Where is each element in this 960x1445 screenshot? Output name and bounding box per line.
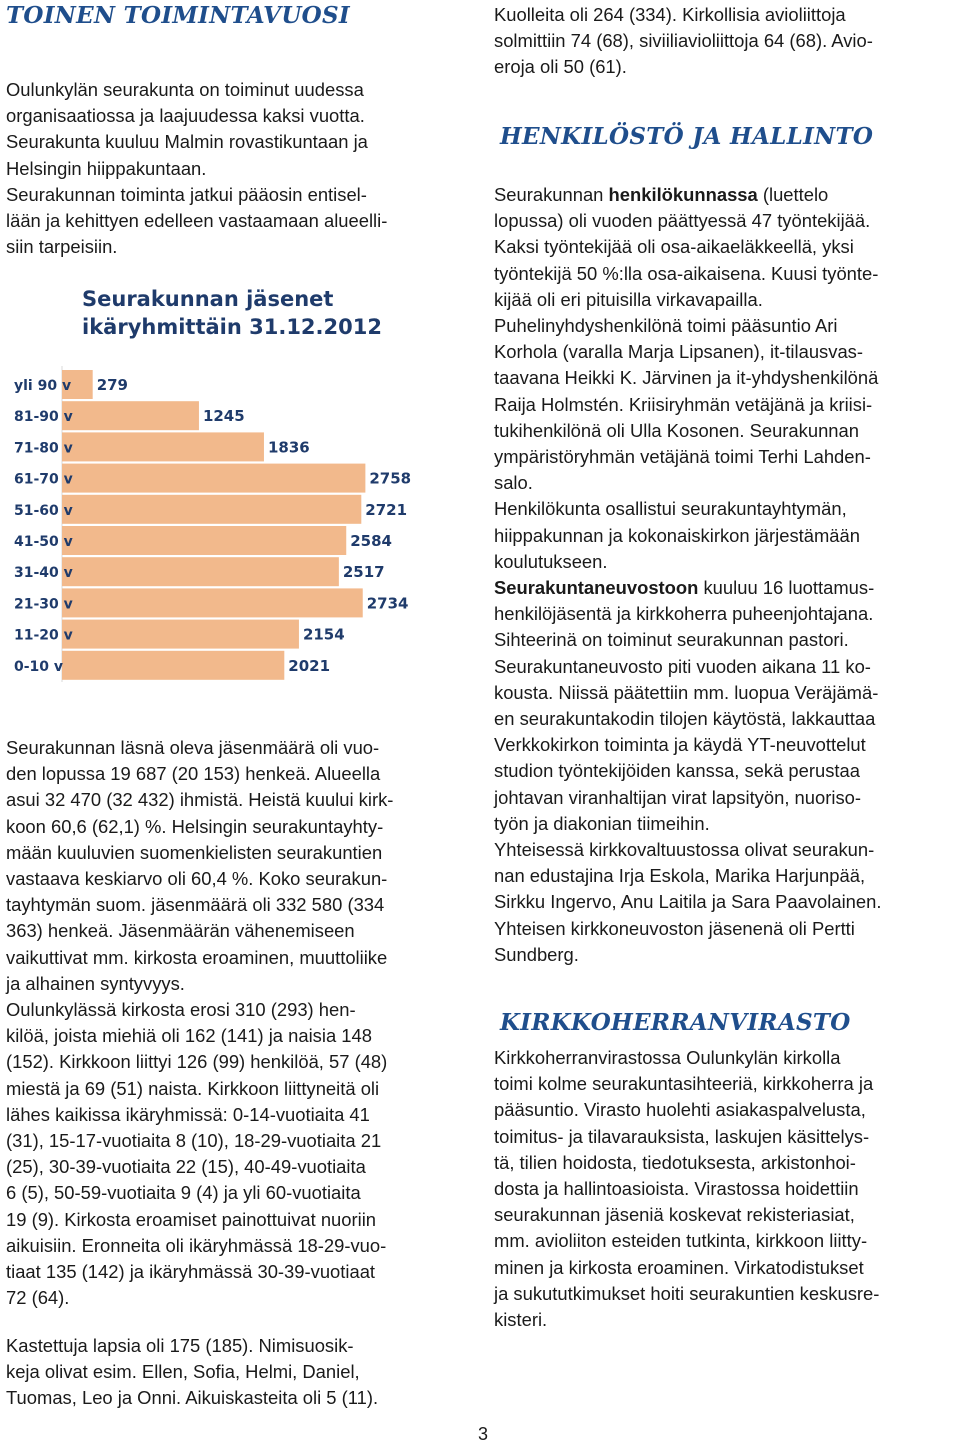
council-line: en seurakuntakodin tilojen käytöstä, lakkauttaa xyxy=(494,708,876,730)
deaths-line: Kuolleita oli 264 (334). Kirkollisia avioliittoja xyxy=(494,4,846,25)
chart-category-label: 61-70 v xyxy=(14,471,73,488)
chart-bar xyxy=(62,620,299,649)
intro-paragraph xyxy=(6,77,458,260)
office-line: seurakunnan jäseniä koskevat rekisteriasiat, xyxy=(494,1204,855,1226)
chart-bar xyxy=(62,432,264,461)
council-line: työn ja diakonian tiimeihin. xyxy=(494,812,710,834)
section-heading-henkilosto: HENKILÖSTÖ JA HALLINTO xyxy=(500,123,874,150)
intro-line: Oulunkylän seurakunta on toiminut uudessa xyxy=(6,79,364,100)
intro-line: Seurakunta kuuluu Malmin rovastikuntaan ja xyxy=(6,131,368,153)
intro-line: organisaatiossa ja laajuudessa kaksi vuotta. xyxy=(6,105,365,127)
staff-line-bold: henkilökunnassa xyxy=(608,184,758,205)
baptism-paragraph xyxy=(6,1333,458,1412)
office-line: tä, tilien hoidosta, tiedotuksesta, arkistonhoi- xyxy=(494,1151,856,1173)
members-paragraph xyxy=(6,735,458,1311)
council-line: Sihteerinä on toiminut seurakunnan pastori. xyxy=(494,629,849,651)
council-line-text: kuuluu 16 luottamus- xyxy=(698,577,875,599)
chart-bar xyxy=(62,495,361,524)
council-line: Yhteisen kirkkoneuvoston jäsenenä oli Pertti xyxy=(494,917,855,939)
office-line: dosta ja hallintoasioista. Virastossa hoidettiin xyxy=(494,1178,859,1200)
staff-line: taavana Heikki K. Järvinen ja it-yhdyshenkilönä xyxy=(494,367,879,389)
members-line: 6 (5), 50-59-vuotiaita 9 (4) ja yli 60-vuotiaita xyxy=(6,1182,361,1204)
council-line xyxy=(494,575,956,601)
members-line: den lopussa 19 687 (20 153) henkeä. Alueella xyxy=(6,763,381,785)
chart-category-label: 11-20 v xyxy=(14,627,73,644)
council-line: Sirkku Ingervo, Anu Laitila ja Sara Paavolainen. xyxy=(494,891,882,913)
staff-line xyxy=(494,182,956,208)
members-line: aikuisiin. Eronneita oli ikäryhmässä 18-29-vuo- xyxy=(6,1234,387,1256)
council-line: nan edustajina Irja Eskola, Marika Harjunpää, xyxy=(494,865,866,887)
members-line: Oulunkylässä kirkosta erosi 310 (293) hen- xyxy=(6,999,356,1021)
chart-data-label: 2154 xyxy=(302,625,345,644)
chart-category-label: 81-90 v xyxy=(14,409,73,426)
chart-bar xyxy=(62,401,199,430)
office-line: Kirkkoherranvirastossa Oulunkylän kirkolla xyxy=(494,1047,841,1068)
office-line: minen ja kirkosta eroaminen. Virkatodistukset xyxy=(494,1256,864,1278)
office-paragraph xyxy=(494,1045,956,1333)
members-line: (31), 15-17-vuotiaita 8 (10), 18-29-vuotiaita 21 xyxy=(6,1130,382,1152)
section-heading-toinen-toimintavuosi: TOINEN TOIMINTAVUOSI xyxy=(6,2,350,29)
chart-category-label: 0-10 v xyxy=(14,658,64,675)
members-line: vaikuttivat mm. kirkosta eroaminen, muuttoliike xyxy=(6,946,388,968)
staff-paragraph xyxy=(494,182,956,968)
members-line: tayhtymän suom. jäsenmäärä oli 332 580 (334 xyxy=(6,894,385,916)
members-age-chart-svg xyxy=(10,282,420,682)
members-line: Seurakunnan läsnä oleva jäsenmäärä oli vuo- xyxy=(6,737,380,758)
council-line: Sundberg. xyxy=(494,943,579,965)
members-line: asui 32 470 (32 432) ihmistä. Heistä kuului kirk- xyxy=(6,789,394,811)
staff-line: Henkilökunta osallistui seurakuntayhtymän, xyxy=(494,498,847,520)
chart-bar xyxy=(62,588,363,617)
deaths-line: solmittiin 74 (68), siviiliavioliittoja 64 (68). Avio- xyxy=(494,30,873,52)
staff-line: hiippakunnan ja kokonaiskirkon järjestämään xyxy=(494,524,860,546)
chart-data-label: 2517 xyxy=(342,563,385,582)
members-line: koon 60,6 (62,1) %. Helsingin seurakuntayhty- xyxy=(6,815,384,837)
chart-bar xyxy=(62,651,284,680)
baptism-line: Kastettuja lapsia oli 175 (185). Nimisuosik- xyxy=(6,1335,354,1356)
chart-title-line: ikäryhmittäin 31.12.2012 xyxy=(82,315,382,339)
chart-category-label: 41-50 v xyxy=(14,534,73,550)
council-line-bold: Seurakuntaneuvostoon xyxy=(494,577,699,599)
members-line: miestä ja 69 (51) naista. Kirkkoon liittyneitä oli xyxy=(6,1077,380,1099)
intro-line: Helsingin hiippakuntaan. xyxy=(6,157,207,179)
chart-category-label: 51-60 v xyxy=(14,502,73,519)
members-line: 363) henkeä. Jäsenmäärän vähenemiseen xyxy=(6,920,355,942)
office-line: toimitus- ja tilavarauksista, laskujen käsittelys- xyxy=(494,1125,870,1147)
members-line: kilöä, joista miehiä oli 162 (141) ja naisia 148 xyxy=(6,1025,372,1047)
office-line: ja sukututkimukset hoiti seurakuntien keskusre- xyxy=(494,1282,880,1304)
baptism-line: keja olivat esim. Ellen, Sofia, Helmi, Daniel, xyxy=(6,1361,360,1383)
chart-marks xyxy=(14,366,411,682)
council-line: Yhteisessä kirkkovaltuustossa olivat seurakun- xyxy=(494,839,875,861)
council-line: Seurakuntaneuvosto piti vuoden aikana 11 ko- xyxy=(494,655,871,677)
staff-line: tukihenkilönä oli Ulla Kosonen. Seurakunnan xyxy=(494,419,859,441)
chart-bar xyxy=(62,464,365,493)
members-line: (25), 30-39-vuotiaita 22 (15), 40-49-vuotiaita xyxy=(6,1156,366,1178)
council-line: kousta. Niissä päätettiin mm. luopua Veräjämä- xyxy=(494,681,879,703)
staff-line: lopussa) oli vuoden päättyessä 47 työntekijää. xyxy=(494,210,871,232)
members-line: vastaava keskiarvo oli 60,4 %. Koko seurakun- xyxy=(6,868,388,890)
chart-data-label: 279 xyxy=(96,376,129,394)
chart-data-label: 1245 xyxy=(202,407,245,426)
staff-line: Puhelinyhdyshenkilönä toimi pääsuntio Ari xyxy=(494,315,838,337)
members-line: lähes kaikissa ikäryhmissä: 0-14-vuotiaita 41 xyxy=(6,1103,370,1125)
staff-line: kijää oli eri pituisilla virkavapailla. xyxy=(494,288,763,310)
members-age-chart xyxy=(10,282,420,682)
chart-title-line: Seurakunnan jäsenet xyxy=(82,287,334,311)
chart-category-label: 71-80 v xyxy=(14,440,73,457)
members-line: mään kuuluvien suomenkielisten seurakuntien xyxy=(6,841,383,863)
staff-line-text: (luettelo xyxy=(757,184,829,205)
council-line: Verkkokirkon toiminta ja käydä YT-neuvottelut xyxy=(494,734,866,756)
members-line: tiaat 135 (142) ja ikäryhmässä 30-39-vuotiaat xyxy=(6,1261,376,1283)
staff-line: Kaksi työntekijää oli osa-aikaeläkkeellä, yksi xyxy=(494,236,854,258)
chart-category-label: 21-30 v xyxy=(14,596,73,613)
chart-data-label: 2721 xyxy=(365,500,408,519)
members-line: 72 (64). xyxy=(6,1287,70,1309)
chart-data-label: 2758 xyxy=(369,469,412,488)
office-line: kisteri. xyxy=(494,1309,548,1331)
page-number: 3 xyxy=(478,1424,489,1444)
members-line: (152). Kirkkoon liittyi 126 (99) henkilöä, 57 (48) xyxy=(6,1051,388,1073)
council-line: henkilöjäsentä ja kirkkoherra puheenjohtajana. xyxy=(494,603,874,625)
intro-line: lään ja kehittyen edelleen vastaamaan alueelli- xyxy=(6,210,388,232)
deaths-line: eroja oli 50 (61). xyxy=(494,56,627,78)
staff-line: Raija Holmstén. Kriisiryhmän vetäjänä ja kriisi- xyxy=(494,393,873,415)
chart-data-label: 2734 xyxy=(366,594,409,613)
chart-category-label: 31-40 v xyxy=(14,565,73,582)
members-line: 19 (9). Kirkosta eroamiset painottuivat nuoriin xyxy=(6,1208,377,1230)
staff-line: ympäristöryhmän vetäjänä toimi Terhi Lahden- xyxy=(494,446,871,468)
office-line: pääsuntio. Virasto huolehti asiakaspalvelusta, xyxy=(494,1099,866,1121)
council-line: studion työntekijöiden kanssa, sekä perustaa xyxy=(494,760,860,782)
section-heading-kirkkoherranvirasto: KIRKKOHERRANVIRASTO xyxy=(500,1009,851,1036)
deaths-paragraph xyxy=(494,2,956,81)
chart-category-label: yli 90 v xyxy=(14,378,72,394)
staff-line: koulutukseen. xyxy=(494,550,608,572)
office-line: mm. avioliiton esteiden tutkinta, kirkkoon liitty- xyxy=(494,1230,868,1252)
baptism-line: Tuomas, Leo ja Onni. Aikuiskasteita oli 5 (11). xyxy=(6,1387,379,1409)
members-line: ja alhainen syntyvyys. xyxy=(6,972,185,994)
chart-bar xyxy=(62,526,346,555)
intro-line: siin tarpeisiin. xyxy=(6,236,118,258)
staff-line: Korhola (varalla Marja Lipsanen), it-tilausvas- xyxy=(494,341,863,363)
office-line: toimi kolme seurakuntasihteeriä, kirkkoherra ja xyxy=(494,1073,874,1095)
staff-line-text: Seurakunnan xyxy=(494,184,609,205)
staff-line: salo. xyxy=(494,472,533,494)
chart-data-label: 2584 xyxy=(350,532,392,550)
council-line: johtavan viranhaltijan virat lapsityön, nuoriso- xyxy=(494,786,861,808)
chart-data-label: 2021 xyxy=(288,656,331,675)
chart-bar xyxy=(62,557,339,586)
chart-data-label: 1836 xyxy=(267,438,310,457)
intro-line: Seurakunnan toiminta jatkui pääosin entisel- xyxy=(6,183,367,205)
staff-line: työntekijä 50 %:lla osa-aikaisena. Kuusi työnte- xyxy=(494,262,879,284)
